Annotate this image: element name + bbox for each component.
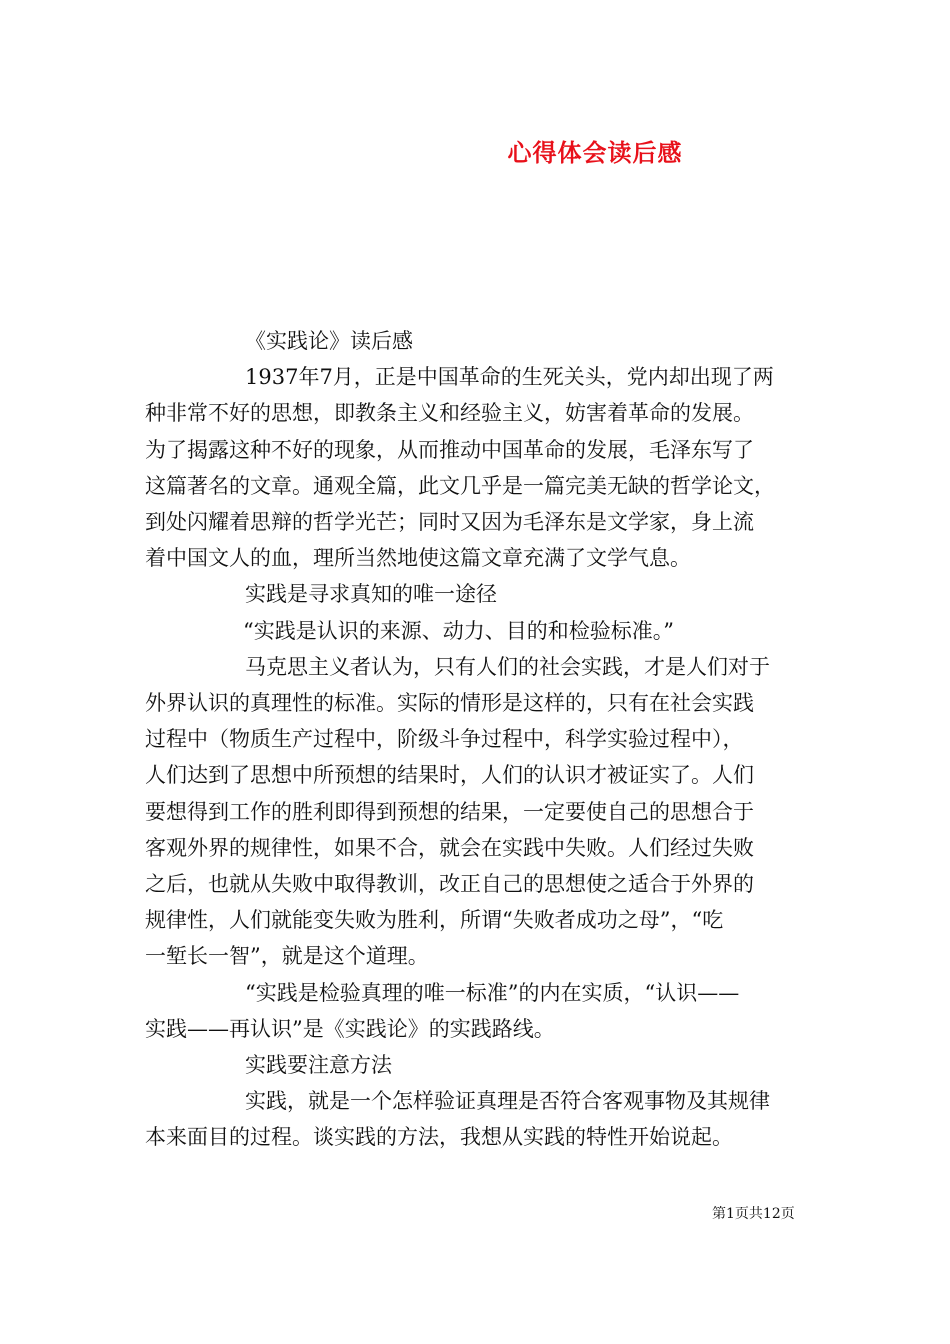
quote: [145, 613, 813, 649]
heading-line: 实践要注意方法: [245, 1053, 392, 1078]
paragraph-line: 外界认识的真理性的标准。实际的情形是这样的，只有在社会实践: [145, 691, 754, 716]
paragraph: [145, 649, 813, 975]
page-number: 第1页共12页: [712, 1206, 795, 1222]
paragraph: [145, 359, 813, 576]
section-heading: [145, 323, 813, 359]
paragraph-line: 要想得到工作的胜利即得到预想的结果，一定要使自己的思想合于: [145, 799, 754, 824]
paragraph-line: 这篇著名的文章。通观全篇，此文几乎是一篇完美无缺的哲学论文，: [145, 473, 775, 498]
heading-line: 实践是寻求真知的唯一途径: [245, 582, 497, 607]
paragraph-line: “实践是检验真理的唯一标准”的内在实质，“认识——: [245, 980, 740, 1005]
section-heading: [145, 576, 813, 612]
paragraph-line: 规律性，人们就能变失败为胜利，所谓“失败者成功之母”，“吃: [145, 908, 724, 933]
paragraph-line: 过程中（物质生产过程中，阶级斗争过程中，科学实验过程中），: [145, 727, 744, 752]
heading-line: 《实践论》读后感: [245, 329, 413, 353]
document-body: [145, 323, 813, 1156]
paragraph-line: 实践，就是一个怎样验证真理是否符合客观事物及其规律: [245, 1089, 770, 1114]
paragraph: [145, 975, 813, 1047]
quote-line: “实践是认识的来源、动力、目的和检验标准。”: [243, 618, 674, 643]
paragraph-line: 实践——再认识”是《实践论》的实践路线。: [145, 1016, 555, 1041]
paragraph-line: 之后，也就从失败中取得教训，改正自己的思想使之适合于外界的: [145, 872, 754, 897]
paragraph-line: 一堑长一智”，就是这个道理。: [145, 944, 429, 969]
paragraph-line: 1937年7月，正是中国革命的生死关头，党内却出现了两: [245, 365, 774, 390]
document-title: 心得体会读后感: [507, 138, 683, 167]
paragraph-line: 种非常不好的思想，即教条主义和经验主义，妨害着革命的发展。: [145, 401, 754, 426]
paragraph-line: 马克思主义者认为，只有人们的社会实践，才是人们对于: [245, 654, 770, 679]
paragraph-line: 着中国文人的血，理所当然地使这篇文章充满了文学气息。: [145, 546, 691, 571]
paragraph-line: 人们达到了思想中所预想的结果时，人们的认识才被证实了。人们: [145, 763, 754, 788]
paragraph-line: 客观外界的规律性，如果不合，就会在实践中失败。人们经过失败: [145, 835, 754, 860]
paragraph: [145, 1083, 813, 1155]
paragraph-line: 本来面目的过程。谈实践的方法，我想从实践的特性开始说起。: [145, 1125, 733, 1150]
paragraph-line: 到处闪耀着思辩的哲学光芒；同时又因为毛泽东是文学家，身上流: [145, 510, 754, 535]
section-heading: [145, 1047, 813, 1083]
paragraph-line: 为了揭露这种不好的现象，从而推动中国革命的发展，毛泽东写了: [145, 437, 754, 462]
